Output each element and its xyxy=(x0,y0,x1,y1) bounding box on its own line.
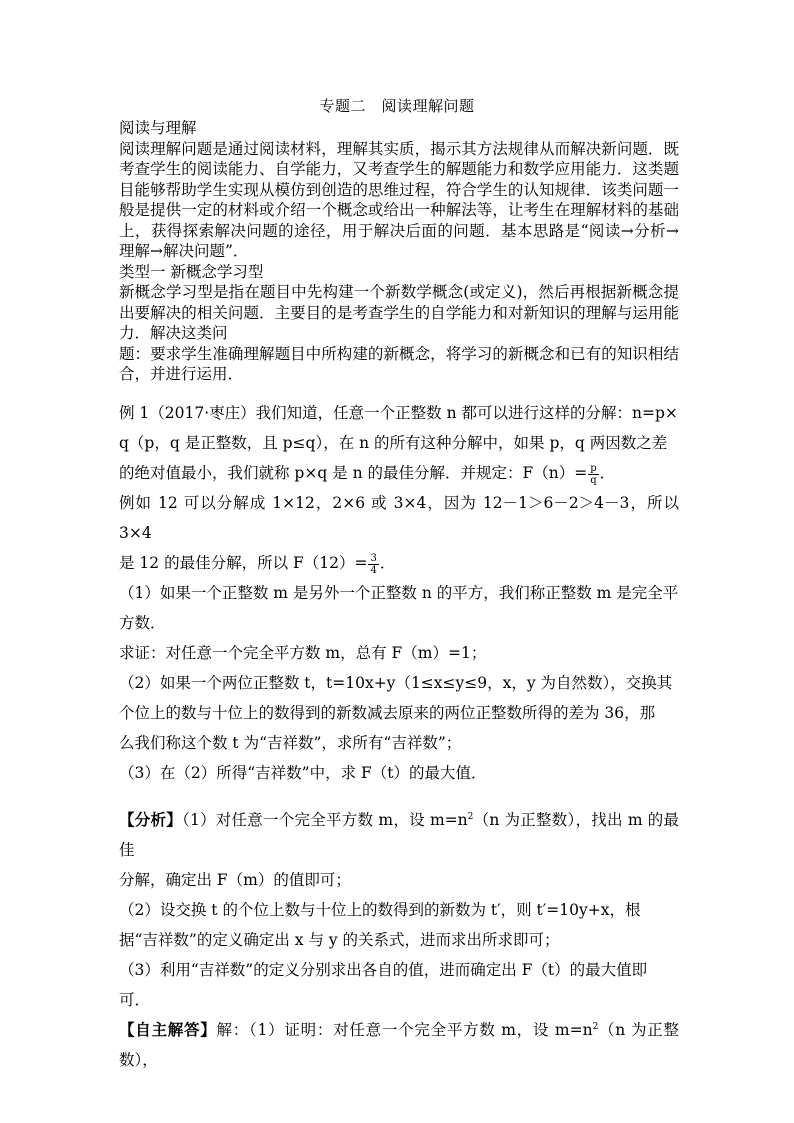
question-1-line: 方数． xyxy=(119,614,166,632)
example-line: 例 1（2017·枣庄）我们知道，任意一个正整数 n 都可以进行这样的分解：n=p× xyxy=(119,404,678,422)
example-line: 是 12 的最佳分解，所以 F（12）= $\frac{3}{4}$ ． xyxy=(119,552,396,576)
type1-description-a: 新概念学习型是指在题目中先构建一个新数学概念(或定义)，然后再根据新概念提出要解决的相关问题．主要目的是考查学生的自学能力和对新知识的理解与运用能力．解决这类问 xyxy=(119,283,679,342)
analysis-line: 可． xyxy=(119,991,151,1009)
question-2-line: 么我们称这个数 t 为“吉祥数”，求所有“吉祥数”； xyxy=(119,734,462,752)
example-line: 例如 12 可以分解成 1×12，2×6 或 3×4，因为 12－1＞6－2＞4－3，所以 3×4 xyxy=(119,494,679,542)
page-title: 专题二 阅读理解问题 xyxy=(319,97,475,115)
section-heading: 阅读与理解 xyxy=(119,119,197,137)
analysis-line: 据“吉祥数”的定义确定出 x 与 y 的关系式，进而求出所求即可； xyxy=(119,931,560,949)
analysis-tag: 【分析】 xyxy=(119,810,182,829)
analysis-line: （2）设交换 t 的个位上数与十位上的数得到的新数为 t′，则 t′=10y+x，根 xyxy=(119,901,641,919)
analysis-section xyxy=(119,805,679,1075)
question-1-line: 求证：对任意一个完全平方数 m，总有 F（m）=1； xyxy=(119,644,487,662)
intro-paragraph: 阅读理解问题是通过阅读材料，理解其实质，揭示其方法规律从而解决新问题．既考查学生的阅读能力、自学能力，又考查学生的解题能力和数学应用能力．这类题目能够帮助学生实现从模仿到创造的思维过程，符合学生的认知规律．该类问题一般是提供一定的材料或介绍一个概念或给出一种解法等，让考生在理解材料的基础上，获得探索解决问题的途径，用于解决后面的问题．基本思路是“阅读→分析→理解→解决问题”． xyxy=(119,139,679,260)
intro-section xyxy=(119,118,679,385)
question-3-line: （3）在（2）所得“吉祥数”中，求 F（t）的最大值． xyxy=(119,764,487,782)
question-2-line: 个位上的数与十位上的数得到的新数减去原来的两位正整数所得的差为 36，那 xyxy=(119,704,656,722)
example-line: q（p，q 是正整数，且 p≤q），在 n 的所有这种分解中，如果 p，q 两因数之差 xyxy=(119,434,668,452)
type1-heading: 类型一 新概念学习型 xyxy=(119,262,264,281)
analysis-line: 【分析】（1）对任意一个完全平方数 m，设 $m=n^2(n$ 为正整数），找出 m 的最佳 xyxy=(119,810,679,859)
example-line: 的绝对值最小，我们就称 p×q 是 n 的最佳分解．并规定：F（n）= $\frac{p}{q}$ ． xyxy=(119,462,616,486)
question-2-line: （2）如果一个两位正整数 t，t=10x+y（1≤x≤y≤9，x，y 为自然数），交换其 xyxy=(119,674,673,692)
answer-tag: 【自主解答】 xyxy=(119,1020,217,1039)
analysis-line: 分解，确定出 F（m）的值即可； xyxy=(119,871,351,889)
question-1-line: （1）如果一个正整数 m 是另外一个正整数 n 的平方，我们称正整数 m 是完全平 xyxy=(119,584,679,602)
fraction-3-over-4: $\frac{3}{4}$ xyxy=(370,552,377,576)
type1-description-b: 题：要求学生准确理解题目中所构建的新概念，将学习的新概念和已有的知识相结合，并进行运用． xyxy=(119,344,679,383)
example-section xyxy=(119,398,679,788)
answer-line: 【自主解答】解：（1）证明：对任意一个完全平方数 m，设 $m=n^2(n$ 为正整数）， xyxy=(119,1020,679,1069)
analysis-line: （3）利用“吉祥数”的定义分别求出各自的值，进而确定出 F（t）的最大值即 xyxy=(119,961,648,979)
fraction-p-over-q: $\frac{p}{q}$ xyxy=(590,462,597,486)
